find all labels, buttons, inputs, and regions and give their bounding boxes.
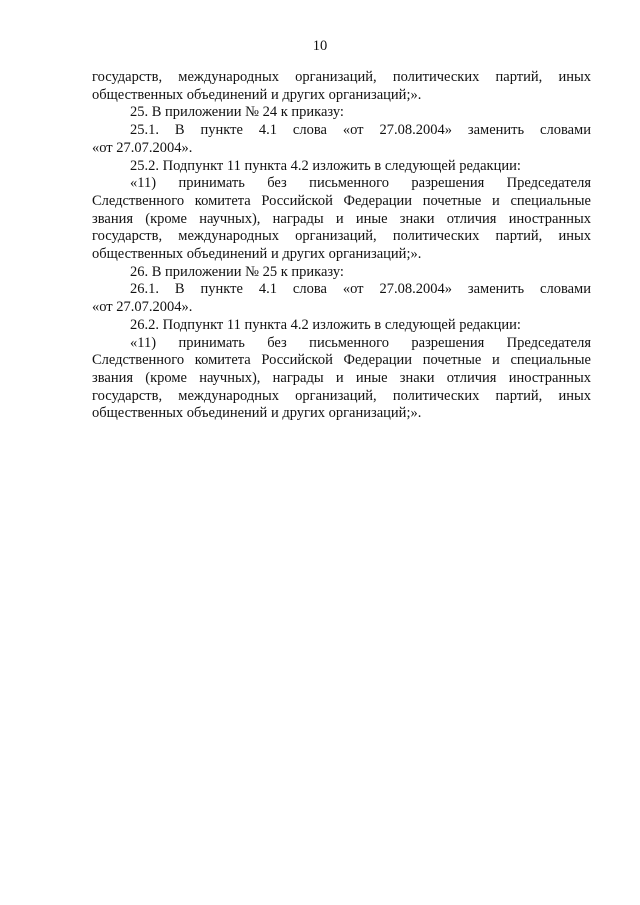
paragraph-item-25-2-text: «11) принимать без письменного разрешения Председателя Следственного комитета Российской Федерации почетные и специальные звания (кроме научных), награды и иные знаки отличия иностранных государств, международных организаций, политических партий, иных общественных объединений и других организаций;». — [92, 175, 591, 263]
page-number: 10 — [312, 38, 328, 54]
paragraph-item-26-2: 26.2. Подпункт 11 пункта 4.2 изложить в следующей редакции: — [130, 316, 521, 333]
paragraph-item-26-2-text: «11) принимать без письменного разрешения Председателя Следственного комитета Российской Федерации почетные и специальные звания (кроме научных), награды и иные знаки отличия иностранных государств, международных организаций, политических партий, иных общественных объединений и других организаций;». — [92, 334, 591, 422]
paragraph-item-25-1-cont: «от 27.07.2004». — [92, 139, 193, 156]
paragraph-item-26-1-cont: «от 27.07.2004». — [92, 299, 193, 316]
document-body — [92, 69, 591, 423]
paragraph-item-26-1: 26.1. В пункте 4.1 слова «от 27.08.2004» заменить словами — [130, 281, 591, 298]
paragraph-item-25: 25. В приложении № 24 к приказу: — [130, 104, 344, 121]
paragraph-item-25-1: 25.1. В пункте 4.1 слова «от 27.08.2004» заменить словами — [130, 122, 591, 139]
paragraph-item-26: 26. В приложении № 25 к приказу: — [130, 263, 344, 280]
paragraph-continuation: государств, международных организаций, политических партий, иных общественных объединений и других организаций;». — [92, 69, 591, 103]
paragraph-item-25-2: 25.2. Подпункт 11 пункта 4.2 изложить в следующей редакции: — [130, 157, 521, 174]
